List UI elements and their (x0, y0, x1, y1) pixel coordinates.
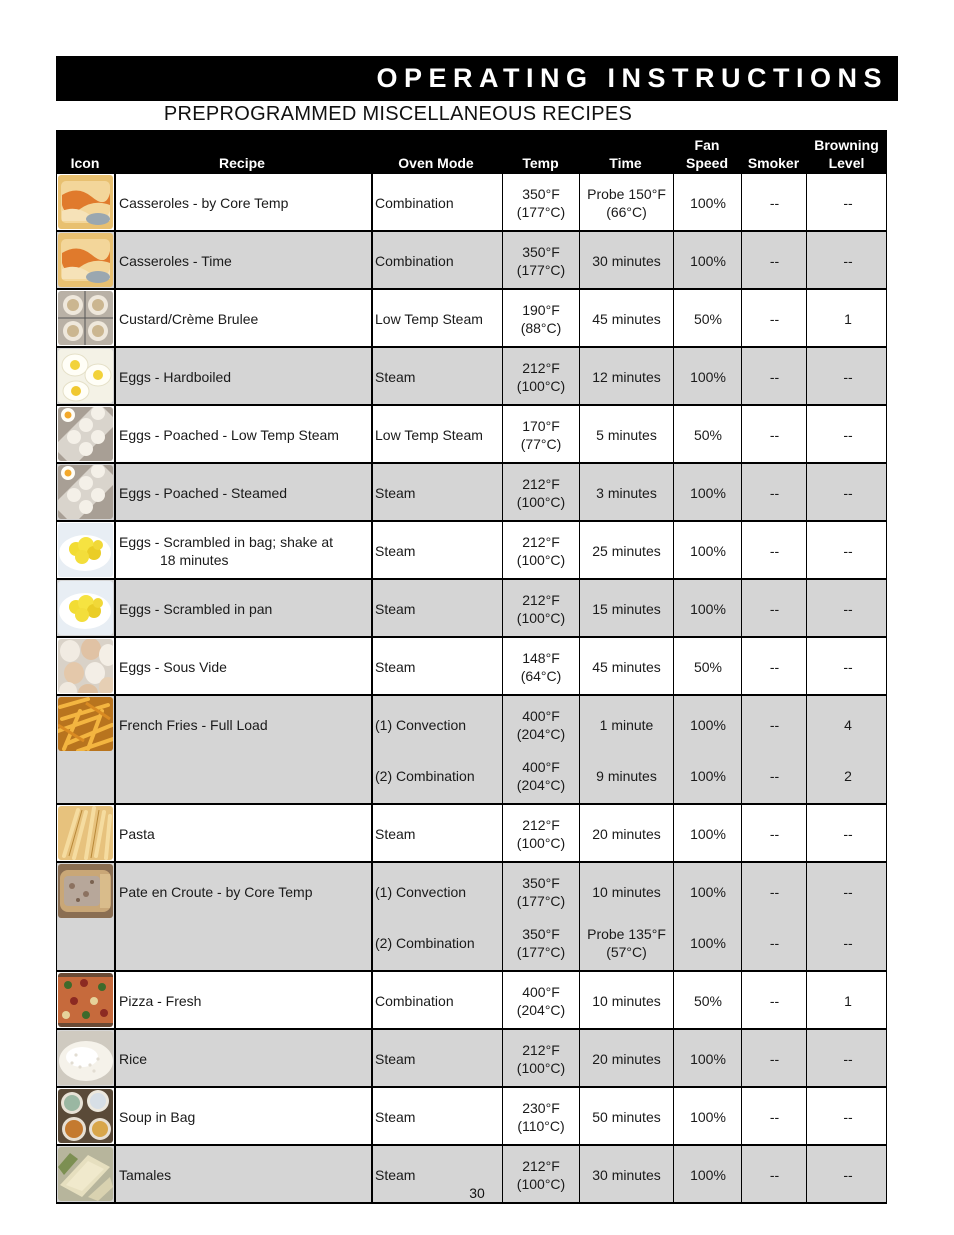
oven-mode: Low Temp Steam (375, 311, 483, 327)
column-rule (741, 348, 742, 404)
smoker-level: -- (769, 195, 780, 211)
temp-line2: (100°C) (516, 610, 566, 626)
temperature (503, 649, 579, 685)
casserole-icon (58, 233, 113, 287)
recipe-name-line1: Eggs - Scrambled in bag; shake at (119, 534, 334, 550)
oven-mode: Steam (375, 1051, 416, 1067)
column-rule (114, 522, 116, 578)
temperature (503, 417, 579, 453)
temperature (503, 533, 579, 569)
col-header-smoker: Smoker (747, 155, 800, 171)
column-rule (114, 805, 116, 861)
browning-level: -- (843, 1109, 853, 1125)
cook-time: 30 minutes (592, 1167, 661, 1183)
browning-level: 4 (844, 717, 852, 733)
oven-mode: Steam (375, 485, 416, 501)
column-rule (114, 972, 116, 1028)
fan-speed: 50% (693, 311, 723, 327)
browning-level: -- (843, 1167, 853, 1183)
time-line1: Probe 150°F (587, 186, 666, 202)
column-rule (114, 580, 116, 636)
oven-mode: Steam (375, 1109, 416, 1125)
recipe-name: Pasta (119, 826, 155, 842)
column-rule (371, 863, 373, 970)
recipe-name: Soup in Bag (119, 1109, 196, 1125)
column-rule (371, 464, 373, 520)
column-rule (741, 232, 742, 288)
column-rule (806, 406, 807, 462)
recipe-name: Eggs - Poached - Steamed (119, 485, 288, 501)
col-header-time: Time (609, 155, 642, 171)
fan-speed: 50% (693, 427, 723, 443)
temp-line1: 400°F (522, 708, 560, 724)
column-rule (806, 464, 807, 520)
column-rule (806, 232, 807, 288)
temp-line1: 212°F (522, 360, 560, 376)
column-rule (673, 348, 674, 404)
table-row (56, 863, 887, 972)
column-rule (371, 1030, 373, 1086)
smoker-level: -- (769, 1051, 780, 1067)
temperature (503, 301, 579, 337)
column-rule (673, 1030, 674, 1086)
fan-speed: 100% (690, 1167, 726, 1183)
browning-level: -- (843, 543, 853, 559)
browning-level: -- (843, 659, 853, 675)
temp-line2: (177°C) (516, 262, 566, 278)
smoker-level: -- (769, 717, 780, 733)
temp-line1: 400°F (522, 759, 560, 775)
browning-level: -- (843, 601, 853, 617)
oven-mode: Steam (375, 826, 416, 842)
col-header-browning-line1: Browning (814, 137, 879, 153)
recipe-name: Eggs - Hardboiled (119, 369, 232, 385)
fan-speed: 100% (690, 601, 726, 617)
browning-level: -- (843, 485, 853, 501)
table-row (56, 348, 887, 406)
cook-time: 50 minutes (592, 1109, 661, 1125)
temp-line1: 212°F (522, 592, 560, 608)
temp-line1: 190°F (522, 302, 560, 318)
column-rule (741, 290, 742, 346)
temperature (503, 185, 579, 221)
cook-time: 3 minutes (596, 485, 657, 501)
raw-eggs-icon (58, 639, 113, 693)
browning-level: -- (843, 195, 853, 211)
fan-speed: 50% (693, 993, 723, 1009)
col-header-temp: Temp (522, 155, 559, 171)
cook-time: 45 minutes (592, 311, 661, 327)
fan-speed: 100% (690, 717, 726, 733)
fan-speed: 100% (690, 369, 726, 385)
column-rule (741, 1030, 742, 1086)
temp-line2: (100°C) (516, 1176, 566, 1192)
temp-line2: (177°C) (516, 893, 566, 909)
temperature (503, 1041, 579, 1077)
temp-line1: 212°F (522, 817, 560, 833)
temp-line1: 148°F (522, 650, 560, 666)
recipe-name: Rice (119, 1051, 148, 1067)
browning-level: -- (843, 935, 853, 951)
pate-icon (58, 864, 113, 918)
temp-line1: 350°F (522, 186, 560, 202)
french-fries-icon (58, 697, 113, 751)
recipe-name: Pate en Croute - by Core Temp (119, 884, 313, 900)
rice-icon (58, 1031, 113, 1085)
column-rule (806, 1088, 807, 1144)
soup-icon (58, 1089, 113, 1143)
column-rule (371, 174, 373, 230)
temp-line1: 170°F (522, 418, 560, 434)
column-rule (114, 863, 116, 970)
column-rule (579, 696, 580, 803)
recipe-name (119, 533, 369, 569)
column-rule (673, 1088, 674, 1144)
column-rule (371, 638, 373, 694)
column-rule (371, 805, 373, 861)
temp-line2: (88°C) (520, 320, 562, 336)
column-rule (806, 638, 807, 694)
column-rule (371, 1088, 373, 1144)
temp-line2: (100°C) (516, 1060, 566, 1076)
recipe-name: Casseroles - Time (119, 253, 232, 269)
page-number: 30 (469, 1185, 485, 1201)
column-rule (114, 406, 116, 462)
column-rule (673, 522, 674, 578)
oven-mode: Steam (375, 369, 416, 385)
column-rule (371, 580, 373, 636)
pasta-icon (58, 806, 113, 860)
column-rule (806, 348, 807, 404)
scrambled-eggs-icon (58, 523, 113, 577)
column-rule (371, 348, 373, 404)
column-rule (806, 805, 807, 861)
smoker-level: -- (769, 826, 780, 842)
cook-time: 10 minutes (592, 993, 661, 1009)
column-rule (114, 174, 116, 230)
column-rule (806, 174, 807, 230)
browning-level: -- (843, 826, 853, 842)
temp-line2: (177°C) (516, 944, 566, 960)
hardboiled-eggs-icon (58, 349, 113, 403)
temp-line1: 350°F (522, 875, 560, 891)
oven-mode: Combination (375, 195, 454, 211)
casserole-icon (58, 175, 113, 229)
fan-speed: 100% (690, 1051, 726, 1067)
recipe-name: Eggs - Scrambled in pan (119, 601, 273, 617)
table-body (56, 174, 887, 1204)
cook-time: 20 minutes (592, 1051, 661, 1067)
column-rule (673, 174, 674, 230)
col-header-browning (806, 136, 887, 172)
browning-level: 1 (844, 993, 852, 1009)
temp-line2: (100°C) (516, 552, 566, 568)
smoker-level: -- (769, 311, 780, 327)
table-row (56, 1030, 887, 1088)
column-rule (114, 638, 116, 694)
column-rule (741, 972, 742, 1028)
column-rule (673, 696, 674, 803)
recipe-table (56, 130, 887, 1204)
column-rule (371, 522, 373, 578)
column-rule (371, 972, 373, 1028)
column-rule (673, 863, 674, 970)
temp-line2: (177°C) (516, 204, 566, 220)
table-row (56, 290, 887, 348)
column-rule (741, 522, 742, 578)
time-line2: (57°C) (606, 944, 647, 960)
fan-speed: 100% (690, 768, 726, 784)
column-rule (741, 1088, 742, 1144)
fan-speed: 100% (690, 935, 726, 951)
temp-line1: 400°F (522, 984, 560, 1000)
poached-eggs-icon (58, 465, 113, 519)
temp-line1: 230°F (522, 1100, 560, 1116)
oven-mode: Combination (375, 993, 454, 1009)
browning-level: -- (843, 427, 853, 443)
fan-speed: 100% (690, 543, 726, 559)
smoker-level: -- (769, 1109, 780, 1125)
recipe-name: French Fries - Full Load (119, 717, 268, 733)
temperature (503, 359, 579, 395)
table-row (56, 580, 887, 638)
smoker-level: -- (769, 543, 780, 559)
column-rule (806, 863, 807, 970)
smoker-level: -- (769, 884, 780, 900)
table-row (56, 174, 887, 232)
smoker-level: -- (769, 253, 780, 269)
browning-level: -- (843, 1051, 853, 1067)
browning-level: -- (843, 253, 853, 269)
col-header-fan-speed (673, 136, 741, 172)
recipe-name: Eggs - Sous Vide (119, 659, 227, 675)
recipe-name: Pizza - Fresh (119, 993, 202, 1009)
column-rule (114, 696, 116, 803)
table-row (56, 464, 887, 522)
col-header-recipe: Recipe (219, 155, 265, 171)
temp-line1: 212°F (522, 534, 560, 550)
table-row (56, 805, 887, 863)
column-rule (806, 290, 807, 346)
temp-line1: 212°F (522, 1042, 560, 1058)
temp-line1: 350°F (522, 926, 560, 942)
column-rule (114, 1030, 116, 1086)
smoker-level: -- (769, 485, 780, 501)
recipe-name: Tamales (119, 1167, 172, 1183)
fan-speed: 100% (690, 884, 726, 900)
column-rule (741, 805, 742, 861)
table-row (56, 406, 887, 464)
temperature (503, 983, 579, 1019)
cook-time: 30 minutes (592, 253, 661, 269)
column-rule (371, 290, 373, 346)
browning-level: 1 (844, 311, 852, 327)
column-rule (741, 464, 742, 520)
oven-mode: Low Temp Steam (375, 427, 483, 443)
col-header-icon: Icon (70, 155, 100, 171)
section-banner (56, 56, 898, 101)
temperature (503, 707, 579, 743)
cook-time: 1 minute (599, 717, 654, 733)
column-rule (806, 696, 807, 803)
smoker-level: -- (769, 993, 780, 1009)
column-rule (806, 580, 807, 636)
temperature (503, 874, 579, 910)
column-rule (806, 972, 807, 1028)
temp-line2: (100°C) (516, 378, 566, 394)
oven-mode: Steam (375, 659, 416, 675)
temperature (503, 591, 579, 627)
fan-speed: 100% (690, 826, 726, 842)
column-rule (673, 805, 674, 861)
table-row (56, 232, 887, 290)
oven-mode: (2) Combination (375, 768, 475, 784)
oven-mode: Steam (375, 601, 416, 617)
table-row (56, 696, 887, 805)
column-rule (114, 232, 116, 288)
column-rule (806, 522, 807, 578)
temp-line1: 212°F (522, 1158, 560, 1174)
smoker-level: -- (769, 601, 780, 617)
temp-line1: 350°F (522, 244, 560, 260)
column-rule (114, 464, 116, 520)
column-rule (741, 580, 742, 636)
oven-mode: (2) Combination (375, 935, 475, 951)
fan-speed: 100% (690, 253, 726, 269)
fan-speed: 100% (690, 1109, 726, 1125)
smoker-level: -- (769, 427, 780, 443)
temp-line2: (77°C) (520, 436, 562, 452)
column-rule (741, 638, 742, 694)
smoker-level: -- (769, 659, 780, 675)
temp-line1: 212°F (522, 476, 560, 492)
smoker-level: -- (769, 768, 780, 784)
temp-line2: (204°C) (516, 777, 566, 793)
column-rule (741, 174, 742, 230)
temperature (503, 475, 579, 511)
cook-time: 9 minutes (596, 768, 657, 784)
recipe-name-line2: 18 minutes (160, 552, 229, 568)
oven-mode: Steam (375, 543, 416, 559)
table-row (56, 1088, 887, 1146)
column-rule (371, 232, 373, 288)
fan-speed: 50% (693, 659, 723, 675)
column-rule (673, 972, 674, 1028)
col-header-fan-line1: Fan (694, 137, 720, 153)
smoker-level: -- (769, 369, 780, 385)
poached-eggs-icon (58, 407, 113, 461)
temp-line2: (100°C) (516, 494, 566, 510)
temp-line2: (204°C) (516, 726, 566, 742)
recipe-name: Eggs - Poached - Low Temp Steam (119, 427, 339, 443)
cook-time (580, 925, 673, 961)
temp-line2: (64°C) (520, 668, 562, 684)
custard-icon (58, 291, 113, 345)
table-header (56, 130, 887, 174)
table-row (56, 972, 887, 1030)
time-line2: (66°C) (606, 204, 647, 220)
column-rule (673, 290, 674, 346)
browning-level: -- (843, 369, 853, 385)
column-rule (114, 348, 116, 404)
temperature (503, 816, 579, 852)
temp-line2: (204°C) (516, 1002, 566, 1018)
scrambled-eggs-icon (58, 581, 113, 635)
temperature (503, 243, 579, 279)
recipe-name: Casseroles - by Core Temp (119, 195, 289, 211)
col-header-browning-line2: Level (828, 155, 865, 171)
column-rule (741, 696, 742, 803)
column-rule (114, 1088, 116, 1144)
pizza-icon (58, 973, 113, 1027)
recipe-name: Custard/Crème Brulee (119, 311, 259, 327)
column-rule (673, 406, 674, 462)
cook-time (580, 185, 673, 221)
column-rule (673, 638, 674, 694)
cook-time: 5 minutes (596, 427, 657, 443)
column-rule (673, 232, 674, 288)
temp-line2: (100°C) (516, 835, 566, 851)
browning-level: 2 (844, 768, 852, 784)
cook-time: 10 minutes (592, 884, 661, 900)
col-header-fan-line2: Speed (685, 155, 728, 171)
table-row (56, 522, 887, 580)
column-rule (673, 580, 674, 636)
oven-mode: (1) Convection (375, 717, 467, 733)
subtitle-text: PREPROGRAMMED MISCELLANEOUS RECIPES (163, 103, 633, 125)
column-rule (371, 696, 373, 803)
column-rule (741, 863, 742, 970)
column-rule (741, 406, 742, 462)
table-row (56, 638, 887, 696)
cook-time: 20 minutes (592, 826, 661, 842)
browning-level: -- (843, 884, 853, 900)
oven-mode: Combination (375, 253, 454, 269)
column-rule (371, 406, 373, 462)
cook-time: 12 minutes (592, 369, 661, 385)
oven-mode: Steam (375, 1167, 416, 1183)
fan-speed: 100% (690, 485, 726, 501)
banner-title: OPERATING INSTRUCTIONS (376, 63, 888, 93)
oven-mode: (1) Convection (375, 884, 467, 900)
time-line1: Probe 135°F (587, 926, 666, 942)
section-subtitle (56, 103, 898, 126)
column-rule (806, 1030, 807, 1086)
col-header-oven-mode: Oven Mode (398, 155, 474, 171)
temperature (503, 758, 579, 794)
cook-time: 25 minutes (592, 543, 661, 559)
smoker-level: -- (769, 1167, 780, 1183)
column-rule (114, 290, 116, 346)
fan-speed: 100% (690, 195, 726, 211)
smoker-level: -- (769, 935, 780, 951)
temperature (503, 925, 579, 961)
cook-time: 45 minutes (592, 659, 661, 675)
cook-time: 15 minutes (592, 601, 661, 617)
column-rule (673, 464, 674, 520)
temp-line2: (110°C) (517, 1118, 565, 1134)
temperature (503, 1099, 579, 1135)
